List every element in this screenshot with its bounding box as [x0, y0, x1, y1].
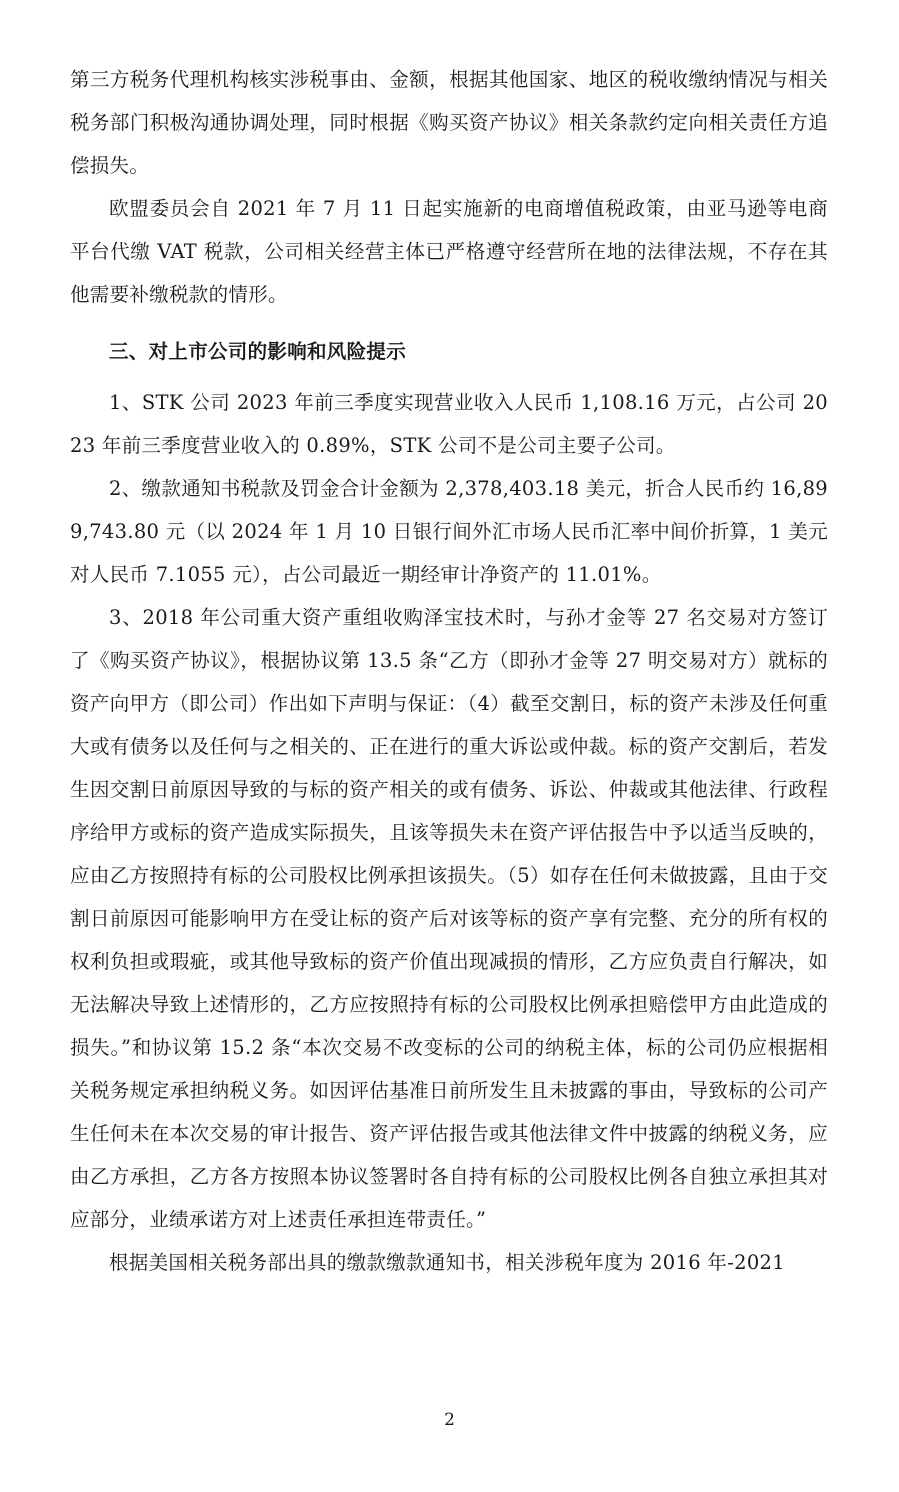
section-heading: 三、对上市公司的影响和风险提示 [109, 340, 407, 363]
paragraph-eu-vat: 欧盟委员会自 2021 年 7 月 11 日起实施新的电商增值税政策，由亚马逊等电商平台代缴 VAT 税款，公司相关经营主体已严格遵守经营所在地的法律法规，不存在其他需要补缴税款的情形。 [70, 197, 828, 306]
paragraph-tax-years: 根据美国相关税务部出具的缴款缴款通知书，相关涉税年度为 2016 年-2021 [109, 1251, 785, 1274]
paragraph-item-2: 2、缴款通知书税款及罚金合计金额为 2,378,403.18 美元，折合人民币约 16,899,743.80 元（以 2024 年 1 月 10 日银行间外汇市场人民币汇率中间价折算，1 美元对人民币 7.1055 元），占公司最近一期经审计净资产的 11.01%。 [70, 477, 828, 586]
paragraph-continuation: 第三方税务代理机构核实涉税事由、金额，根据其他国家、地区的税收缴纳情况与相关税务部门积极沟通协调处理，同时根据《购买资产协议》相关条款约定向相关责任方追偿损失。 [70, 68, 828, 177]
page-number: 2 [444, 1410, 455, 1430]
paragraph-item-3: 3、2018 年公司重大资产重组收购泽宝技术时，与孙才金等 27 名交易对方签订了《购买资产协议》，根据协议第 13.5 条“乙方（即孙才金等 27 明交易对方）就标的资产向甲方（即公司）作出如下声明与保证：（4）截至交割日，标的资产未涉及任何重大或有债务以及任何与之相关的、正在进行的重大诉讼或仲裁。标的资产交割后，若发生因交割日前原因导致的与标的资产相关的或有债务、诉讼、仲裁或其他法律、行政程序给甲方或标的资产造成实际损失，且该等损失未在资产评估报告中予以适当反映的，应由乙方按照持有标的公司股权比例承担该损失。（5）如存在任何未做披露，且由于交割日前原因可能影响甲方在受让标的资产后对该等标的资产享有完整、充分的所有权的权利负担或瑕疵，或其他导致标的资产价值出现减损的情形，乙方应负责自行解决，如无法解决导致上述情形的，乙方应按照持有标的公司股权比例承担赔偿甲方由此造成的损失。”和协议第 15.2 条“本次交易不改变标的公司的纳税主体，标的公司仍应根据相关税务规定承担纳税义务。如因评估基准日前所发生且未披露的事由，导致标的公司产生任何未在本次交易的审计报告、资产评估报告或其他法律文件中披露的纳税义务，应由乙方承担，乙方各方按照本协议签署时各自持有标的公司股权比例各自独立承担其对应部分，业绩承诺方对上述责任承担连带责任。” [70, 606, 828, 1231]
document-body [70, 58, 828, 1284]
paragraph-item-1: 1、STK 公司 2023 年前三季度实现营业收入人民币 1,108.16 万元，占公司 2023 年前三季度营业收入的 0.89%，STK 公司不是公司主要子公司。 [70, 391, 828, 457]
